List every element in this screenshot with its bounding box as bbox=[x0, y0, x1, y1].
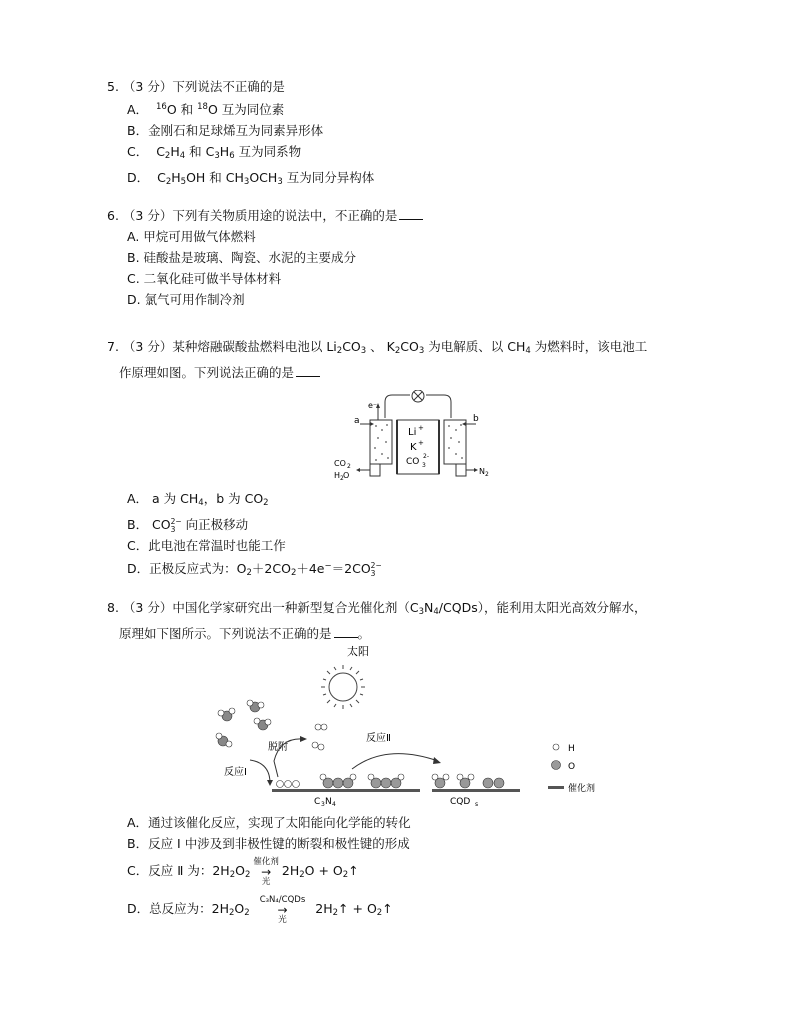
reaction-arrow: 催化剂 → 光 bbox=[253, 856, 279, 887]
legend bbox=[548, 744, 595, 794]
q6-option-b[interactable]: B. 硅酸盐是玻璃、陶瓷、水泥的主要成分 bbox=[127, 250, 357, 265]
svg-text:4: 4 bbox=[332, 801, 336, 808]
catalyst-cqds bbox=[432, 789, 520, 792]
q8-option-d[interactable]: D．总反应为：$2H_2O_2$ C₃N₄/CQDs → 光 $2H_2↑$ + $O_2↑$ bbox=[127, 894, 393, 925]
question-7 bbox=[107, 336, 727, 383]
q5-option-a[interactable]: A． $^{16}$O 和 $^{18}$O 互为同位素 bbox=[127, 102, 285, 117]
svg-text:O: O bbox=[568, 762, 576, 772]
desorb-label: 脱附 bbox=[268, 742, 288, 753]
svg-text:CO: CO bbox=[406, 457, 420, 467]
q7-option-c[interactable]: C．此电池在常温时也能工作 bbox=[127, 538, 286, 553]
input-a-label: a bbox=[354, 416, 360, 426]
svg-text:N: N bbox=[479, 467, 485, 476]
answer-blank[interactable] bbox=[399, 209, 423, 220]
reaction-1-label: 反应Ⅰ bbox=[224, 767, 247, 778]
electron-label: e⁻ bbox=[368, 401, 378, 410]
sun-label: 太阳 bbox=[347, 645, 369, 658]
question-5 bbox=[107, 76, 727, 193]
svg-text:3: 3 bbox=[422, 462, 426, 469]
svg-text:+: + bbox=[418, 424, 424, 432]
question-7-options bbox=[107, 488, 727, 584]
reaction-2-label: 反应Ⅱ bbox=[366, 733, 391, 744]
question-6-stem: 6. （3 分）下列有关物质用途的说法中，不正确的是 bbox=[107, 205, 727, 226]
q6-option-d[interactable]: D. 氯气可用作制冷剂 bbox=[127, 292, 245, 307]
svg-text:催化剂: 催化剂 bbox=[568, 784, 596, 794]
svg-text:H: H bbox=[568, 744, 575, 754]
question-8-options bbox=[107, 812, 727, 930]
svg-text:H: H bbox=[334, 471, 341, 480]
svg-text:K: K bbox=[410, 442, 417, 453]
input-b-label: b bbox=[473, 414, 479, 424]
reaction-arrow: C₃N₄/CQDs → 光 bbox=[259, 894, 306, 925]
svg-text:2: 2 bbox=[340, 475, 344, 482]
answer-blank[interactable] bbox=[334, 627, 358, 638]
q5-option-c[interactable]: C． $C_2H_4$ 和 $C_3H_6$ 互为同系物 bbox=[127, 144, 302, 161]
question-8 bbox=[107, 597, 727, 644]
q6-option-a[interactable]: A. 甲烷可用做气体燃料 bbox=[127, 229, 256, 244]
q7-option-d[interactable]: D．正极反应式为：$O_2+2CO_2+4e^-=2CO$ 2− 3 bbox=[127, 560, 382, 578]
question-8-stem: 8. （3 分）中国化学家研究出一种新型复合光催化剂$(C_3N_4/CQDs)$，能利用太阳光高效分解水， 原理如下图所示。下列说法不正确的是 。 bbox=[107, 600, 647, 641]
svg-text:2-: 2- bbox=[423, 453, 429, 460]
q7-option-a[interactable]: A． a 为 $CH_4$，b 为 $CO_2$ bbox=[127, 491, 269, 508]
svg-text:CO: CO bbox=[334, 459, 346, 468]
q8-option-c[interactable]: C．反应 Ⅱ 为：$2H_2O_2$ 催化剂 → 光 $2H_2O$ + $O_2↑$ bbox=[127, 856, 359, 887]
svg-text:Li: Li bbox=[408, 427, 417, 438]
photocatalysis-diagram bbox=[210, 643, 610, 816]
catalyst-c3n4 bbox=[272, 789, 420, 792]
q7-option-b[interactable]: B． CO 2− 3 向正极移动 bbox=[127, 516, 249, 534]
q8-option-b[interactable]: B．反应 Ⅰ 中涉及到非极性键的断裂和极性键的形成 bbox=[127, 836, 410, 851]
svg-text:s: s bbox=[475, 801, 479, 808]
svg-text:+: + bbox=[418, 439, 424, 447]
fuel-cell-diagram bbox=[330, 390, 495, 488]
q5-option-b[interactable]: B．金刚石和足球烯互为同素异形体 bbox=[127, 123, 324, 138]
sun-icon bbox=[321, 665, 365, 709]
svg-text:N: N bbox=[325, 797, 332, 807]
q5-option-d[interactable]: D． $C_2H_5OH$ 和 $CH_3OCH_3$ 互为同分异构体 bbox=[127, 170, 375, 187]
c3n4-label: C bbox=[314, 797, 321, 807]
q8-option-a[interactable]: A．通过该催化反应，实现了太阳能向化学能的转化 bbox=[127, 815, 411, 830]
svg-text:2: 2 bbox=[485, 471, 489, 478]
cqds-label: CQD bbox=[450, 797, 471, 807]
question-6 bbox=[107, 205, 727, 310]
question-5-stem: 5. （3 分）下列说法不正确的是 bbox=[107, 79, 285, 94]
svg-text:O: O bbox=[343, 471, 350, 480]
question-7-stem: 7. （3 分）某种熔融碳酸盐燃料电池以 $Li_2CO_3$ 、 $K_2CO_3$ 为电解质、以 $CH_4$ 为燃料时，该电池工 作原理如图。下列说法正确的是 bbox=[107, 339, 648, 380]
water-molecules bbox=[216, 700, 271, 747]
answer-blank[interactable] bbox=[296, 366, 320, 377]
svg-text:2: 2 bbox=[347, 463, 351, 470]
svg-text:3: 3 bbox=[321, 801, 325, 808]
q6-option-c[interactable]: C. 二氧化硅可做半导体材料 bbox=[127, 271, 282, 286]
